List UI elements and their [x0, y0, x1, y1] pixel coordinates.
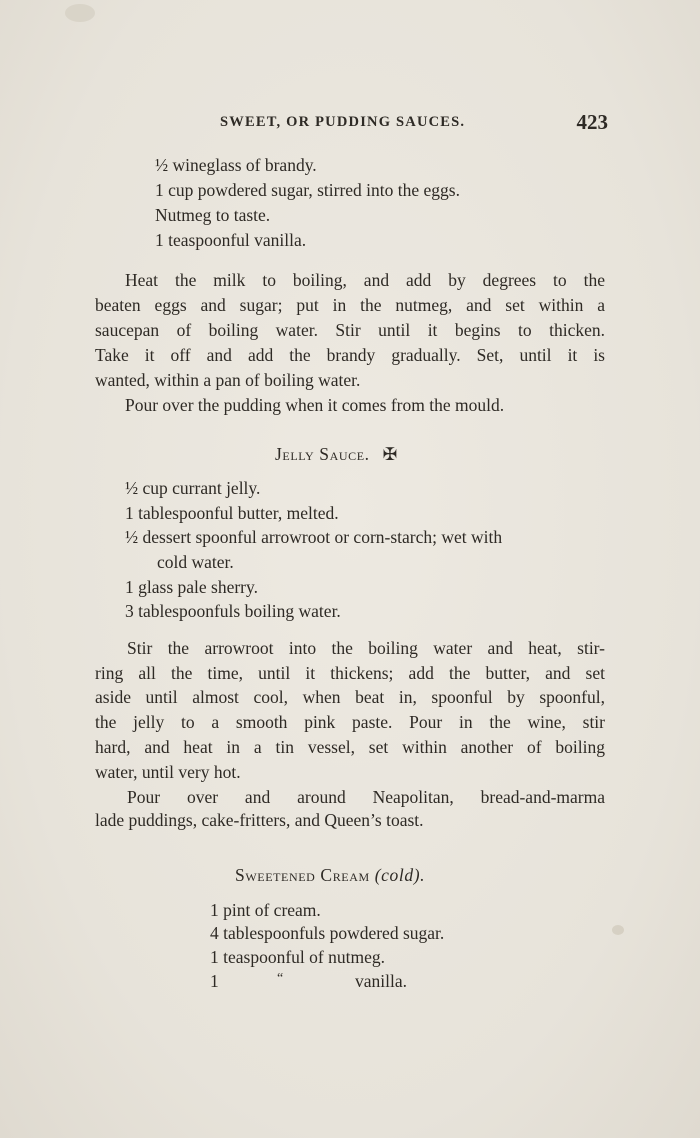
- ingredient-line: 1 glass pale sherry.: [125, 577, 258, 597]
- recipe-title-sweetened-cream: [235, 865, 425, 886]
- ingredient-line: Nutmeg to taste.: [155, 205, 271, 225]
- recipe-title-text: Jelly Sauce.: [275, 444, 370, 464]
- paragraph-line: the jelly to a smooth pink paste. Pour in the wine, stir: [95, 712, 605, 732]
- paragraph-line: Pour over the pudding when it comes from the mould.: [125, 395, 505, 415]
- ingredient-line: 1 teaspoonful of nutmeg.: [210, 947, 385, 967]
- ingredient-line: 3 tablespoonfuls boiling water.: [125, 601, 341, 621]
- page-stain: [65, 4, 95, 22]
- ingredient-line: 1: [210, 971, 219, 991]
- paragraph-line: ring all the time, until it thickens; add the butter, and set: [95, 663, 605, 683]
- ingredient-line: cold water.: [157, 552, 234, 572]
- paragraph-line: saucepan of boiling water. Stir until it begins to thicken.: [95, 320, 605, 340]
- page-number: 423: [576, 110, 608, 134]
- recipe-title-text: Sweetened Cream: [235, 865, 370, 885]
- paragraph-line: Take it off and add the brandy gradually. Set, until it is: [95, 345, 605, 365]
- ingredient-line: vanilla.: [355, 971, 407, 991]
- ingredient-line: 1 tablespoonful butter, melted.: [125, 503, 339, 523]
- page-header: [220, 112, 608, 136]
- recipe-title-jelly-sauce: [275, 444, 398, 465]
- recipe-title-note: (cold).: [374, 865, 426, 885]
- paragraph-line: hard, and heat in a tin vessel, set within another of boiling: [95, 737, 605, 757]
- page-stain: [612, 925, 624, 935]
- paragraph-line: Pour over and around Neapolitan, bread-and-marma: [127, 787, 605, 807]
- paragraph-line: water, until very hot.: [95, 762, 241, 782]
- cross-mark-icon: ✠: [382, 444, 398, 464]
- ingredient-line: ½ cup currant jelly.: [125, 478, 261, 498]
- ingredient-line: 1 teaspoonful vanilla.: [155, 230, 307, 250]
- running-head: SWEET, OR PUDDING SAUCES.: [220, 114, 466, 130]
- ingredient-line: ½ wineglass of brandy.: [155, 155, 317, 175]
- ingredient-line: 1 pint of cream.: [210, 900, 321, 920]
- paragraph-line: beaten eggs and sugar; put in the nutmeg, and set within a: [95, 295, 605, 315]
- ditto-mark: “: [277, 971, 284, 986]
- ingredient-line: 1 cup powdered sugar, stirred into the eggs.: [155, 180, 460, 200]
- paragraph-line: wanted, within a pan of boiling water.: [95, 370, 361, 390]
- ingredient-line: 4 tablespoonfuls powdered sugar.: [210, 923, 445, 943]
- paragraph-line: aside until almost cool, when beat in, spoonful by spoonful,: [95, 687, 605, 707]
- paragraph-line: Heat the milk to boiling, and add by degrees to the: [125, 270, 605, 290]
- paragraph-line: Stir the arrowroot into the boiling water and heat, stir-: [127, 638, 605, 658]
- paragraph-line: lade puddings, cake-fritters, and Queen’s toast.: [95, 810, 424, 830]
- ingredient-line: ½ dessert spoonful arrowroot or corn-starch; wet with: [125, 527, 503, 547]
